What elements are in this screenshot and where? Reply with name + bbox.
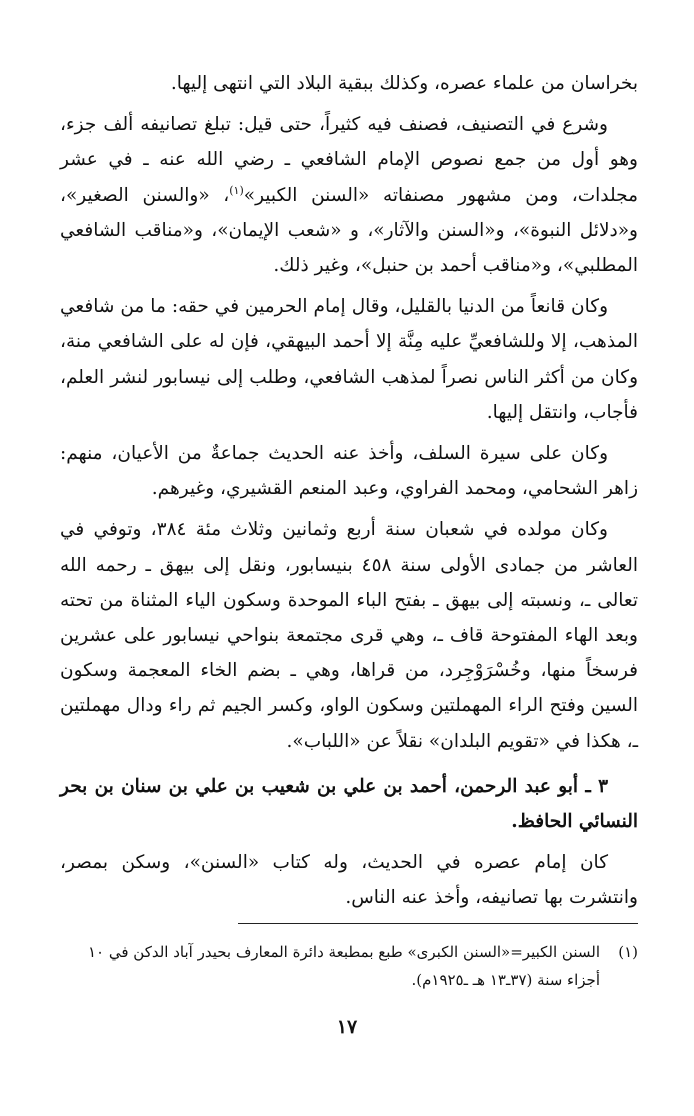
paragraph-students: وكان على سيرة السلف، وأخذ عنه الحديث جماعةٌ من الأعيان، منهم: زاهر الشحامي، ومحمد الفراوي، وعبد المنعم القشيري، وغيرهم. (60, 443, 638, 500)
footnote-number: (١) (618, 943, 638, 961)
paragraph-works-text: وشرع في التصنيف، فصنف فيه كثيراً، حتى قيل: تبلغ تصانيفه ألف جزء، وهو أول من جمع نصوص الإمام الشافعي ـ رضي الله عنه ـ في عشر مجلدات، ومن مشهور مصنفاته «السنن الكبير» (60, 114, 638, 206)
paragraph-nasai: كان إمام عصره في الحديث، وله كتاب «السنن»، وسكن بمصر، وانتشرت بها تصانيفه، وأخذ عنه الناس. (60, 852, 638, 909)
main-text-block (60, 66, 638, 916)
page-number: ١٧ (336, 1016, 358, 1038)
footnote-reference[interactable]: (١) (229, 183, 244, 197)
paragraph-birth-death: وكان مولده في شعبان سنة أربع وثمانين وثلاث مئة ٣٨٤، وتوفي في العاشر من جمادى الأولى سنة ٤٥٨ بنيسابور، ونقل إلى بيهق ـ رحمه الله تعالى ـ، ونسبته إلى بيهق ـ بفتح الباء الموحدة وسكون الياء المثناة من تحته وبعد الهاء المفتوحة قاف ـ، وهي قرى مجتمعة بنواحي نيسابور على عشرين فرسخاً منها، وخُسْرَوْجِرد، من قراها، وهي ـ بضم الخاء المعجمة وسكون السين وفتح الراء المهملتين وسكون الواو، وكسر الجيم ثم راء ودال مهملتين ـ، هكذا في «تقويم البلدان» نقلاً عن «اللباب». (60, 519, 639, 752)
paragraph-works (60, 107, 638, 283)
entry-heading-nasai: ٣ ـ أبو عبد الرحمن، أحمد بن علي بن شعيب بن علي بن سنان بن بحر النسائي الحافظ. (60, 775, 638, 833)
paragraph-character: وكان قانعاً من الدنيا بالقليل، وقال إمام الحرمين في حقه: ما من شافعي المذهب، إلا وللشافعيِّ عليه مِنَّة إلا أحمد البيهقي، فإن له على الشافعي منة، وكان من أكثر الناس نصراً لمذهب الشافعي، وطلب إلى نيسابور لنشر العلم، فأجاب، وانتقل إليها. (60, 296, 638, 423)
footnotes-block (60, 938, 638, 994)
footnote-text: السنن الكبير=«السنن الكبرى» طبع بمطبعة دائرة المعارف بحيدر آباد الدكن في ١٠ أجزاء سنة (٣٧ـ١٣ هـ ـ١٩٢٥م). (87, 943, 600, 989)
paragraph-continuation: بخراسان من علماء عصره، وكذلك ببقية البلاد التي انتهى إليها. (170, 73, 638, 94)
footnote-divider (238, 923, 638, 924)
footnote-item (60, 938, 638, 994)
paragraph-works-text-after: ، «والسنن الصغير»، و«دلائل النبوة»، و«السنن والآثار»، و «شعب الإيمان»، و«مناقب الشافعي المطلبي»، و«مناقب أحمد بن حنبل»، وغير ذلك. (60, 184, 638, 277)
